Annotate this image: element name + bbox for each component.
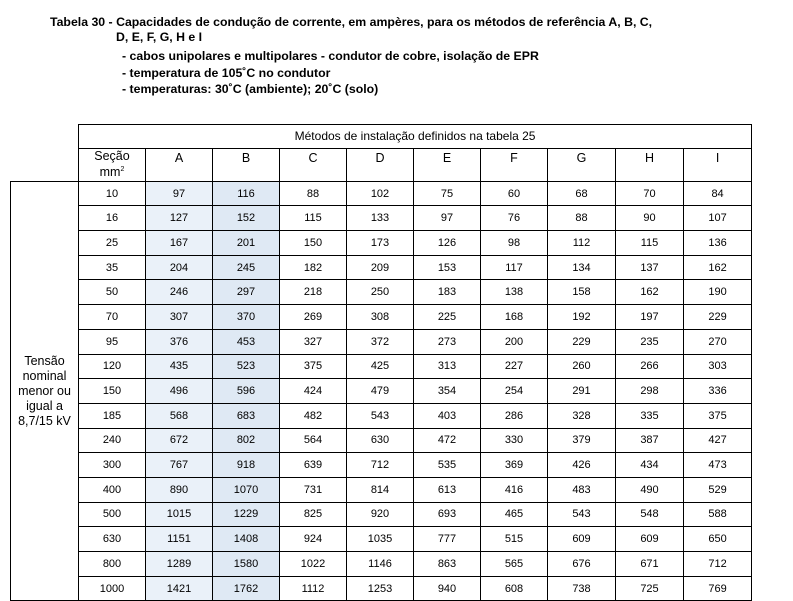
value-cell-e: 313 bbox=[414, 354, 481, 379]
value-cell-c: 115 bbox=[280, 206, 347, 231]
value-cell-a: 376 bbox=[146, 329, 213, 354]
value-cell-h: 387 bbox=[616, 428, 684, 453]
column-header-e: E bbox=[414, 148, 481, 181]
value-cell-g: 260 bbox=[548, 354, 616, 379]
value-cell-g: 229 bbox=[548, 329, 616, 354]
value-cell-c: 424 bbox=[280, 379, 347, 404]
value-cell-e: 940 bbox=[414, 576, 481, 601]
value-cell-e: 354 bbox=[414, 379, 481, 404]
value-cell-c: 182 bbox=[280, 255, 347, 280]
table-row bbox=[11, 329, 752, 354]
value-cell-e: 183 bbox=[414, 280, 481, 305]
value-cell-d: 814 bbox=[347, 477, 414, 502]
section-cell: 630 bbox=[79, 527, 146, 552]
value-cell-i: 529 bbox=[684, 477, 752, 502]
value-cell-h: 235 bbox=[616, 329, 684, 354]
value-cell-c: 825 bbox=[280, 502, 347, 527]
column-header-b: B bbox=[213, 148, 280, 181]
table-caption bbox=[50, 15, 770, 98]
table-row bbox=[11, 379, 752, 404]
ampacity-table bbox=[10, 124, 752, 601]
section-cell: 185 bbox=[79, 403, 146, 428]
value-cell-a: 1289 bbox=[146, 552, 213, 577]
caption-bullet-1: - cabos unipolares e multipolares - condutor de cobre, isolação de EPR bbox=[122, 48, 770, 65]
value-cell-c: 1112 bbox=[280, 576, 347, 601]
value-cell-c: 150 bbox=[280, 231, 347, 256]
column-header-d: D bbox=[347, 148, 414, 181]
value-cell-g: 483 bbox=[548, 477, 616, 502]
value-cell-a: 435 bbox=[146, 354, 213, 379]
value-cell-e: 535 bbox=[414, 453, 481, 478]
section-header-unit-sup: 2 bbox=[120, 165, 125, 173]
value-cell-i: 712 bbox=[684, 552, 752, 577]
value-cell-c: 218 bbox=[280, 280, 347, 305]
value-cell-g: 426 bbox=[548, 453, 616, 478]
value-cell-b: 683 bbox=[213, 403, 280, 428]
value-cell-h: 609 bbox=[616, 527, 684, 552]
value-cell-d: 479 bbox=[347, 379, 414, 404]
value-cell-b: 523 bbox=[213, 354, 280, 379]
value-cell-i: 84 bbox=[684, 181, 752, 206]
section-cell: 400 bbox=[79, 477, 146, 502]
section-cell: 25 bbox=[79, 231, 146, 256]
value-cell-c: 564 bbox=[280, 428, 347, 453]
column-header-h: H bbox=[616, 148, 684, 181]
table-row bbox=[11, 576, 752, 601]
value-cell-e: 153 bbox=[414, 255, 481, 280]
value-cell-d: 1146 bbox=[347, 552, 414, 577]
section-header bbox=[79, 148, 146, 181]
value-cell-b: 1229 bbox=[213, 502, 280, 527]
value-cell-b: 116 bbox=[213, 181, 280, 206]
value-cell-e: 777 bbox=[414, 527, 481, 552]
table-row bbox=[11, 255, 752, 280]
column-header-row bbox=[11, 148, 752, 181]
value-cell-b: 245 bbox=[213, 255, 280, 280]
section-cell: 500 bbox=[79, 502, 146, 527]
methods-header: Métodos de instalação definidos na tabela 25 bbox=[79, 125, 752, 149]
blank-corner-2 bbox=[11, 148, 79, 181]
section-cell: 240 bbox=[79, 428, 146, 453]
table-row bbox=[11, 403, 752, 428]
table-row bbox=[11, 354, 752, 379]
value-cell-i: 303 bbox=[684, 354, 752, 379]
value-cell-d: 308 bbox=[347, 305, 414, 330]
value-cell-f: 227 bbox=[481, 354, 548, 379]
value-cell-i: 190 bbox=[684, 280, 752, 305]
value-cell-f: 98 bbox=[481, 231, 548, 256]
value-cell-g: 543 bbox=[548, 502, 616, 527]
value-cell-h: 162 bbox=[616, 280, 684, 305]
table-row bbox=[11, 181, 752, 206]
value-cell-b: 802 bbox=[213, 428, 280, 453]
value-cell-d: 250 bbox=[347, 280, 414, 305]
value-cell-h: 434 bbox=[616, 453, 684, 478]
value-cell-h: 197 bbox=[616, 305, 684, 330]
value-cell-c: 731 bbox=[280, 477, 347, 502]
value-cell-b: 453 bbox=[213, 329, 280, 354]
value-cell-e: 126 bbox=[414, 231, 481, 256]
column-header-a: A bbox=[146, 148, 213, 181]
value-cell-g: 88 bbox=[548, 206, 616, 231]
value-cell-a: 1421 bbox=[146, 576, 213, 601]
value-cell-e: 693 bbox=[414, 502, 481, 527]
column-header-c: C bbox=[280, 148, 347, 181]
value-cell-h: 725 bbox=[616, 576, 684, 601]
value-cell-a: 672 bbox=[146, 428, 213, 453]
value-cell-g: 379 bbox=[548, 428, 616, 453]
methods-header-row bbox=[11, 125, 752, 149]
table-row bbox=[11, 280, 752, 305]
value-cell-b: 297 bbox=[213, 280, 280, 305]
value-cell-e: 863 bbox=[414, 552, 481, 577]
value-cell-h: 90 bbox=[616, 206, 684, 231]
section-cell: 10 bbox=[79, 181, 146, 206]
value-cell-g: 609 bbox=[548, 527, 616, 552]
section-cell: 50 bbox=[79, 280, 146, 305]
table-row bbox=[11, 527, 752, 552]
section-cell: 95 bbox=[79, 329, 146, 354]
value-cell-d: 425 bbox=[347, 354, 414, 379]
value-cell-f: 117 bbox=[481, 255, 548, 280]
value-cell-h: 490 bbox=[616, 477, 684, 502]
section-cell: 120 bbox=[79, 354, 146, 379]
value-cell-c: 924 bbox=[280, 527, 347, 552]
section-cell: 300 bbox=[79, 453, 146, 478]
value-cell-f: 565 bbox=[481, 552, 548, 577]
value-cell-c: 375 bbox=[280, 354, 347, 379]
value-cell-f: 138 bbox=[481, 280, 548, 305]
value-cell-h: 671 bbox=[616, 552, 684, 577]
value-cell-a: 246 bbox=[146, 280, 213, 305]
section-cell: 150 bbox=[79, 379, 146, 404]
value-cell-d: 712 bbox=[347, 453, 414, 478]
caption-bullet-2: - temperatura de 105˚C no condutor bbox=[122, 65, 770, 82]
value-cell-d: 1035 bbox=[347, 527, 414, 552]
table-row bbox=[11, 502, 752, 527]
value-cell-f: 60 bbox=[481, 181, 548, 206]
value-cell-f: 515 bbox=[481, 527, 548, 552]
value-cell-f: 168 bbox=[481, 305, 548, 330]
value-cell-b: 596 bbox=[213, 379, 280, 404]
value-cell-f: 200 bbox=[481, 329, 548, 354]
value-cell-b: 1408 bbox=[213, 527, 280, 552]
column-header-i: I bbox=[684, 148, 752, 181]
value-cell-f: 465 bbox=[481, 502, 548, 527]
value-cell-f: 416 bbox=[481, 477, 548, 502]
value-cell-c: 327 bbox=[280, 329, 347, 354]
value-cell-i: 229 bbox=[684, 305, 752, 330]
value-cell-i: 473 bbox=[684, 453, 752, 478]
caption-line-2: D, E, F, G, H e I bbox=[116, 30, 203, 44]
column-header-f: F bbox=[481, 148, 548, 181]
value-cell-b: 1580 bbox=[213, 552, 280, 577]
table-row bbox=[11, 552, 752, 577]
table-row bbox=[11, 231, 752, 256]
value-cell-d: 133 bbox=[347, 206, 414, 231]
value-cell-g: 68 bbox=[548, 181, 616, 206]
value-cell-h: 548 bbox=[616, 502, 684, 527]
blank-corner bbox=[11, 125, 79, 149]
value-cell-h: 70 bbox=[616, 181, 684, 206]
value-cell-g: 738 bbox=[548, 576, 616, 601]
value-cell-e: 225 bbox=[414, 305, 481, 330]
value-cell-d: 543 bbox=[347, 403, 414, 428]
value-cell-h: 266 bbox=[616, 354, 684, 379]
value-cell-e: 75 bbox=[414, 181, 481, 206]
value-cell-c: 482 bbox=[280, 403, 347, 428]
value-cell-g: 676 bbox=[548, 552, 616, 577]
value-cell-d: 209 bbox=[347, 255, 414, 280]
value-cell-a: 496 bbox=[146, 379, 213, 404]
section-header-label: Seção bbox=[94, 148, 130, 163]
value-cell-f: 608 bbox=[481, 576, 548, 601]
value-cell-a: 1015 bbox=[146, 502, 213, 527]
value-cell-i: 769 bbox=[684, 576, 752, 601]
section-cell: 1000 bbox=[79, 576, 146, 601]
value-cell-h: 298 bbox=[616, 379, 684, 404]
value-cell-g: 192 bbox=[548, 305, 616, 330]
caption-line-1: Tabela 30 - Capacidades de condução de corrente, em ampères, para os métodos de referência A, B, C, bbox=[50, 15, 653, 29]
value-cell-f: 286 bbox=[481, 403, 548, 428]
value-cell-g: 112 bbox=[548, 231, 616, 256]
value-cell-b: 1762 bbox=[213, 576, 280, 601]
value-cell-d: 173 bbox=[347, 231, 414, 256]
voltage-group-label: Tensão nominal menor ou igual a 8,7/15 kV bbox=[11, 181, 79, 601]
section-cell: 16 bbox=[79, 206, 146, 231]
value-cell-c: 1022 bbox=[280, 552, 347, 577]
value-cell-f: 76 bbox=[481, 206, 548, 231]
value-cell-a: 97 bbox=[146, 181, 213, 206]
value-cell-g: 158 bbox=[548, 280, 616, 305]
value-cell-a: 1151 bbox=[146, 527, 213, 552]
table-row bbox=[11, 477, 752, 502]
value-cell-c: 639 bbox=[280, 453, 347, 478]
value-cell-b: 370 bbox=[213, 305, 280, 330]
value-cell-a: 568 bbox=[146, 403, 213, 428]
caption-bullets bbox=[50, 48, 770, 98]
value-cell-a: 767 bbox=[146, 453, 213, 478]
value-cell-e: 273 bbox=[414, 329, 481, 354]
section-header-unit: mm bbox=[99, 164, 121, 179]
value-cell-d: 920 bbox=[347, 502, 414, 527]
value-cell-a: 204 bbox=[146, 255, 213, 280]
value-cell-a: 167 bbox=[146, 231, 213, 256]
value-cell-f: 369 bbox=[481, 453, 548, 478]
value-cell-d: 630 bbox=[347, 428, 414, 453]
table-row bbox=[11, 428, 752, 453]
value-cell-h: 335 bbox=[616, 403, 684, 428]
table-row bbox=[11, 206, 752, 231]
value-cell-c: 269 bbox=[280, 305, 347, 330]
value-cell-f: 254 bbox=[481, 379, 548, 404]
value-cell-i: 375 bbox=[684, 403, 752, 428]
section-cell: 35 bbox=[79, 255, 146, 280]
value-cell-e: 472 bbox=[414, 428, 481, 453]
section-cell: 70 bbox=[79, 305, 146, 330]
value-cell-b: 918 bbox=[213, 453, 280, 478]
value-cell-b: 1070 bbox=[213, 477, 280, 502]
value-cell-b: 152 bbox=[213, 206, 280, 231]
value-cell-c: 88 bbox=[280, 181, 347, 206]
value-cell-a: 127 bbox=[146, 206, 213, 231]
value-cell-e: 403 bbox=[414, 403, 481, 428]
value-cell-f: 330 bbox=[481, 428, 548, 453]
table-row bbox=[11, 453, 752, 478]
value-cell-g: 328 bbox=[548, 403, 616, 428]
value-cell-d: 1253 bbox=[347, 576, 414, 601]
value-cell-a: 890 bbox=[146, 477, 213, 502]
caption-bullet-3: - temperaturas: 30˚C (ambiente); 20˚C (solo) bbox=[122, 81, 770, 98]
column-header-g: G bbox=[548, 148, 616, 181]
value-cell-e: 97 bbox=[414, 206, 481, 231]
value-cell-h: 137 bbox=[616, 255, 684, 280]
value-cell-d: 372 bbox=[347, 329, 414, 354]
value-cell-h: 115 bbox=[616, 231, 684, 256]
value-cell-b: 201 bbox=[213, 231, 280, 256]
value-cell-i: 162 bbox=[684, 255, 752, 280]
value-cell-e: 613 bbox=[414, 477, 481, 502]
table-row bbox=[11, 305, 752, 330]
value-cell-d: 102 bbox=[347, 181, 414, 206]
value-cell-a: 307 bbox=[146, 305, 213, 330]
section-cell: 800 bbox=[79, 552, 146, 577]
value-cell-i: 136 bbox=[684, 231, 752, 256]
value-cell-i: 427 bbox=[684, 428, 752, 453]
value-cell-i: 107 bbox=[684, 206, 752, 231]
value-cell-i: 588 bbox=[684, 502, 752, 527]
value-cell-g: 134 bbox=[548, 255, 616, 280]
table-body bbox=[11, 181, 752, 601]
value-cell-i: 650 bbox=[684, 527, 752, 552]
value-cell-i: 270 bbox=[684, 329, 752, 354]
value-cell-i: 336 bbox=[684, 379, 752, 404]
value-cell-g: 291 bbox=[548, 379, 616, 404]
